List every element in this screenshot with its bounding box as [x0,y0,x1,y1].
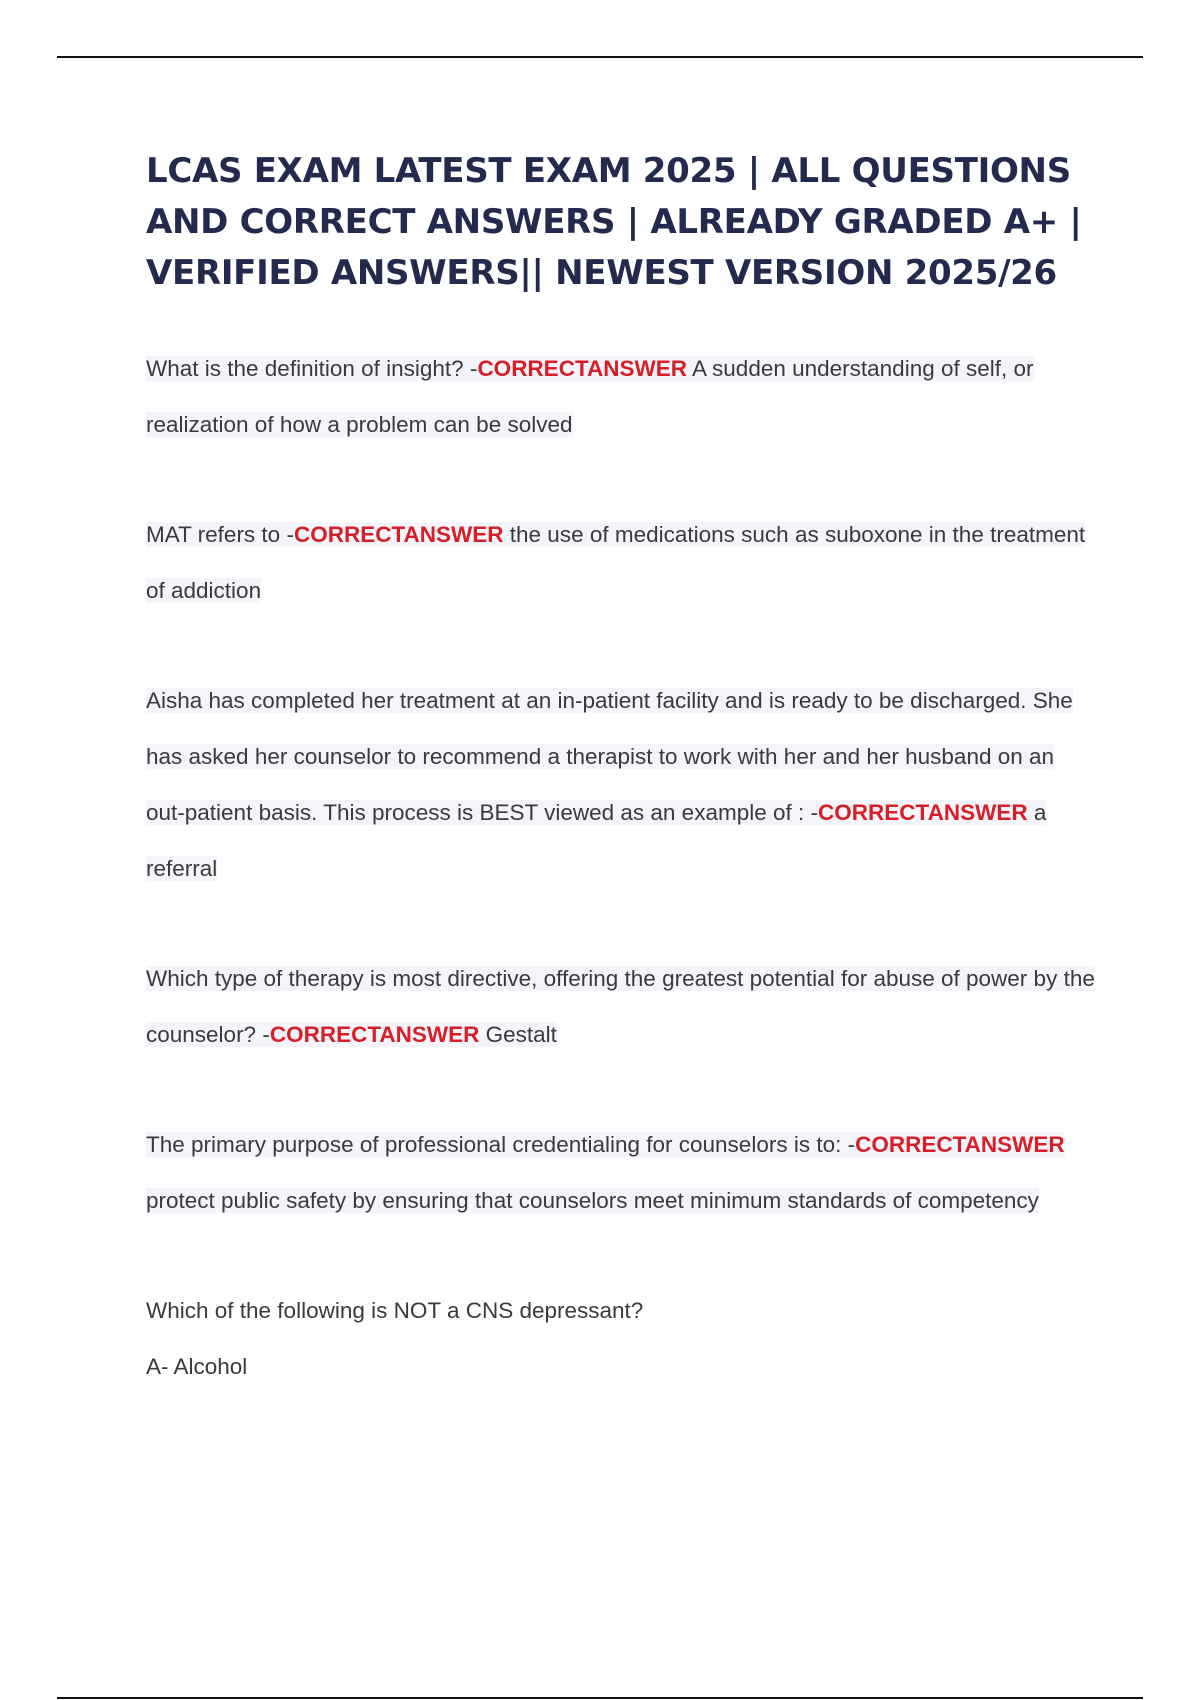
question-text: The primary purpose of professional credentialing for counselors is to: - [146,1132,856,1157]
document-body [146,146,1096,1395]
correct-answer-flag: CORRECTANSWER [269,1022,480,1047]
qa-item-6 [146,1283,1096,1395]
bottom-rule [57,1697,1143,1699]
question-text: Aisha has completed her treatment at an in-patient facility and is ready to be discharged. She has asked her counselor to recommend a therapist to work with her and her husband on an out-patient basis. This process is BEST viewed as an example of : - [146,688,1073,825]
question-text: Which of the following is NOT a CNS depressant? [146,1298,644,1323]
correct-answer-flag: CORRECTANSWER [477,356,688,381]
answer-option-a: A- Alcohol [146,1354,248,1379]
correct-answer-flag: CORRECTANSWER [818,800,1028,825]
answer-text: Gestalt [479,1022,557,1047]
answer-text: protect public safety by ensuring that counselors meet minimum standards of competency [146,1188,1039,1213]
document-title: LCAS EXAM LATEST EXAM 2025 | ALL QUESTIONS AND CORRECT ANSWERS | ALREADY GRADED A+ | VERIFIED ANSWERS|| NEWEST VERSION 2025/26 [146,151,1082,293]
correct-answer-flag: CORRECTANSWER [855,1132,1065,1157]
qa-item-2 [146,507,1096,619]
question-text: What is the definition of insight? - [146,356,478,381]
answer-text: the use of medications such as suboxone in the treatment of addiction [146,522,1086,603]
qa-item-4 [146,951,1096,1063]
correct-answer-flag: CORRECTANSWER [293,522,504,547]
answer-text: A sudden understanding of self, or realization of how a problem can be solved [146,356,1034,437]
qa-item-1 [146,341,1096,453]
qa-item-5 [146,1117,1096,1229]
qa-item-3 [146,673,1096,897]
qa-list [146,341,1096,1395]
top-rule [57,56,1143,58]
question-text: Which type of therapy is most directive, offering the greatest potential for abuse of power by the counselor? - [146,966,1095,1047]
answer-text: a referral [146,800,1047,881]
question-text: MAT refers to - [146,522,294,547]
